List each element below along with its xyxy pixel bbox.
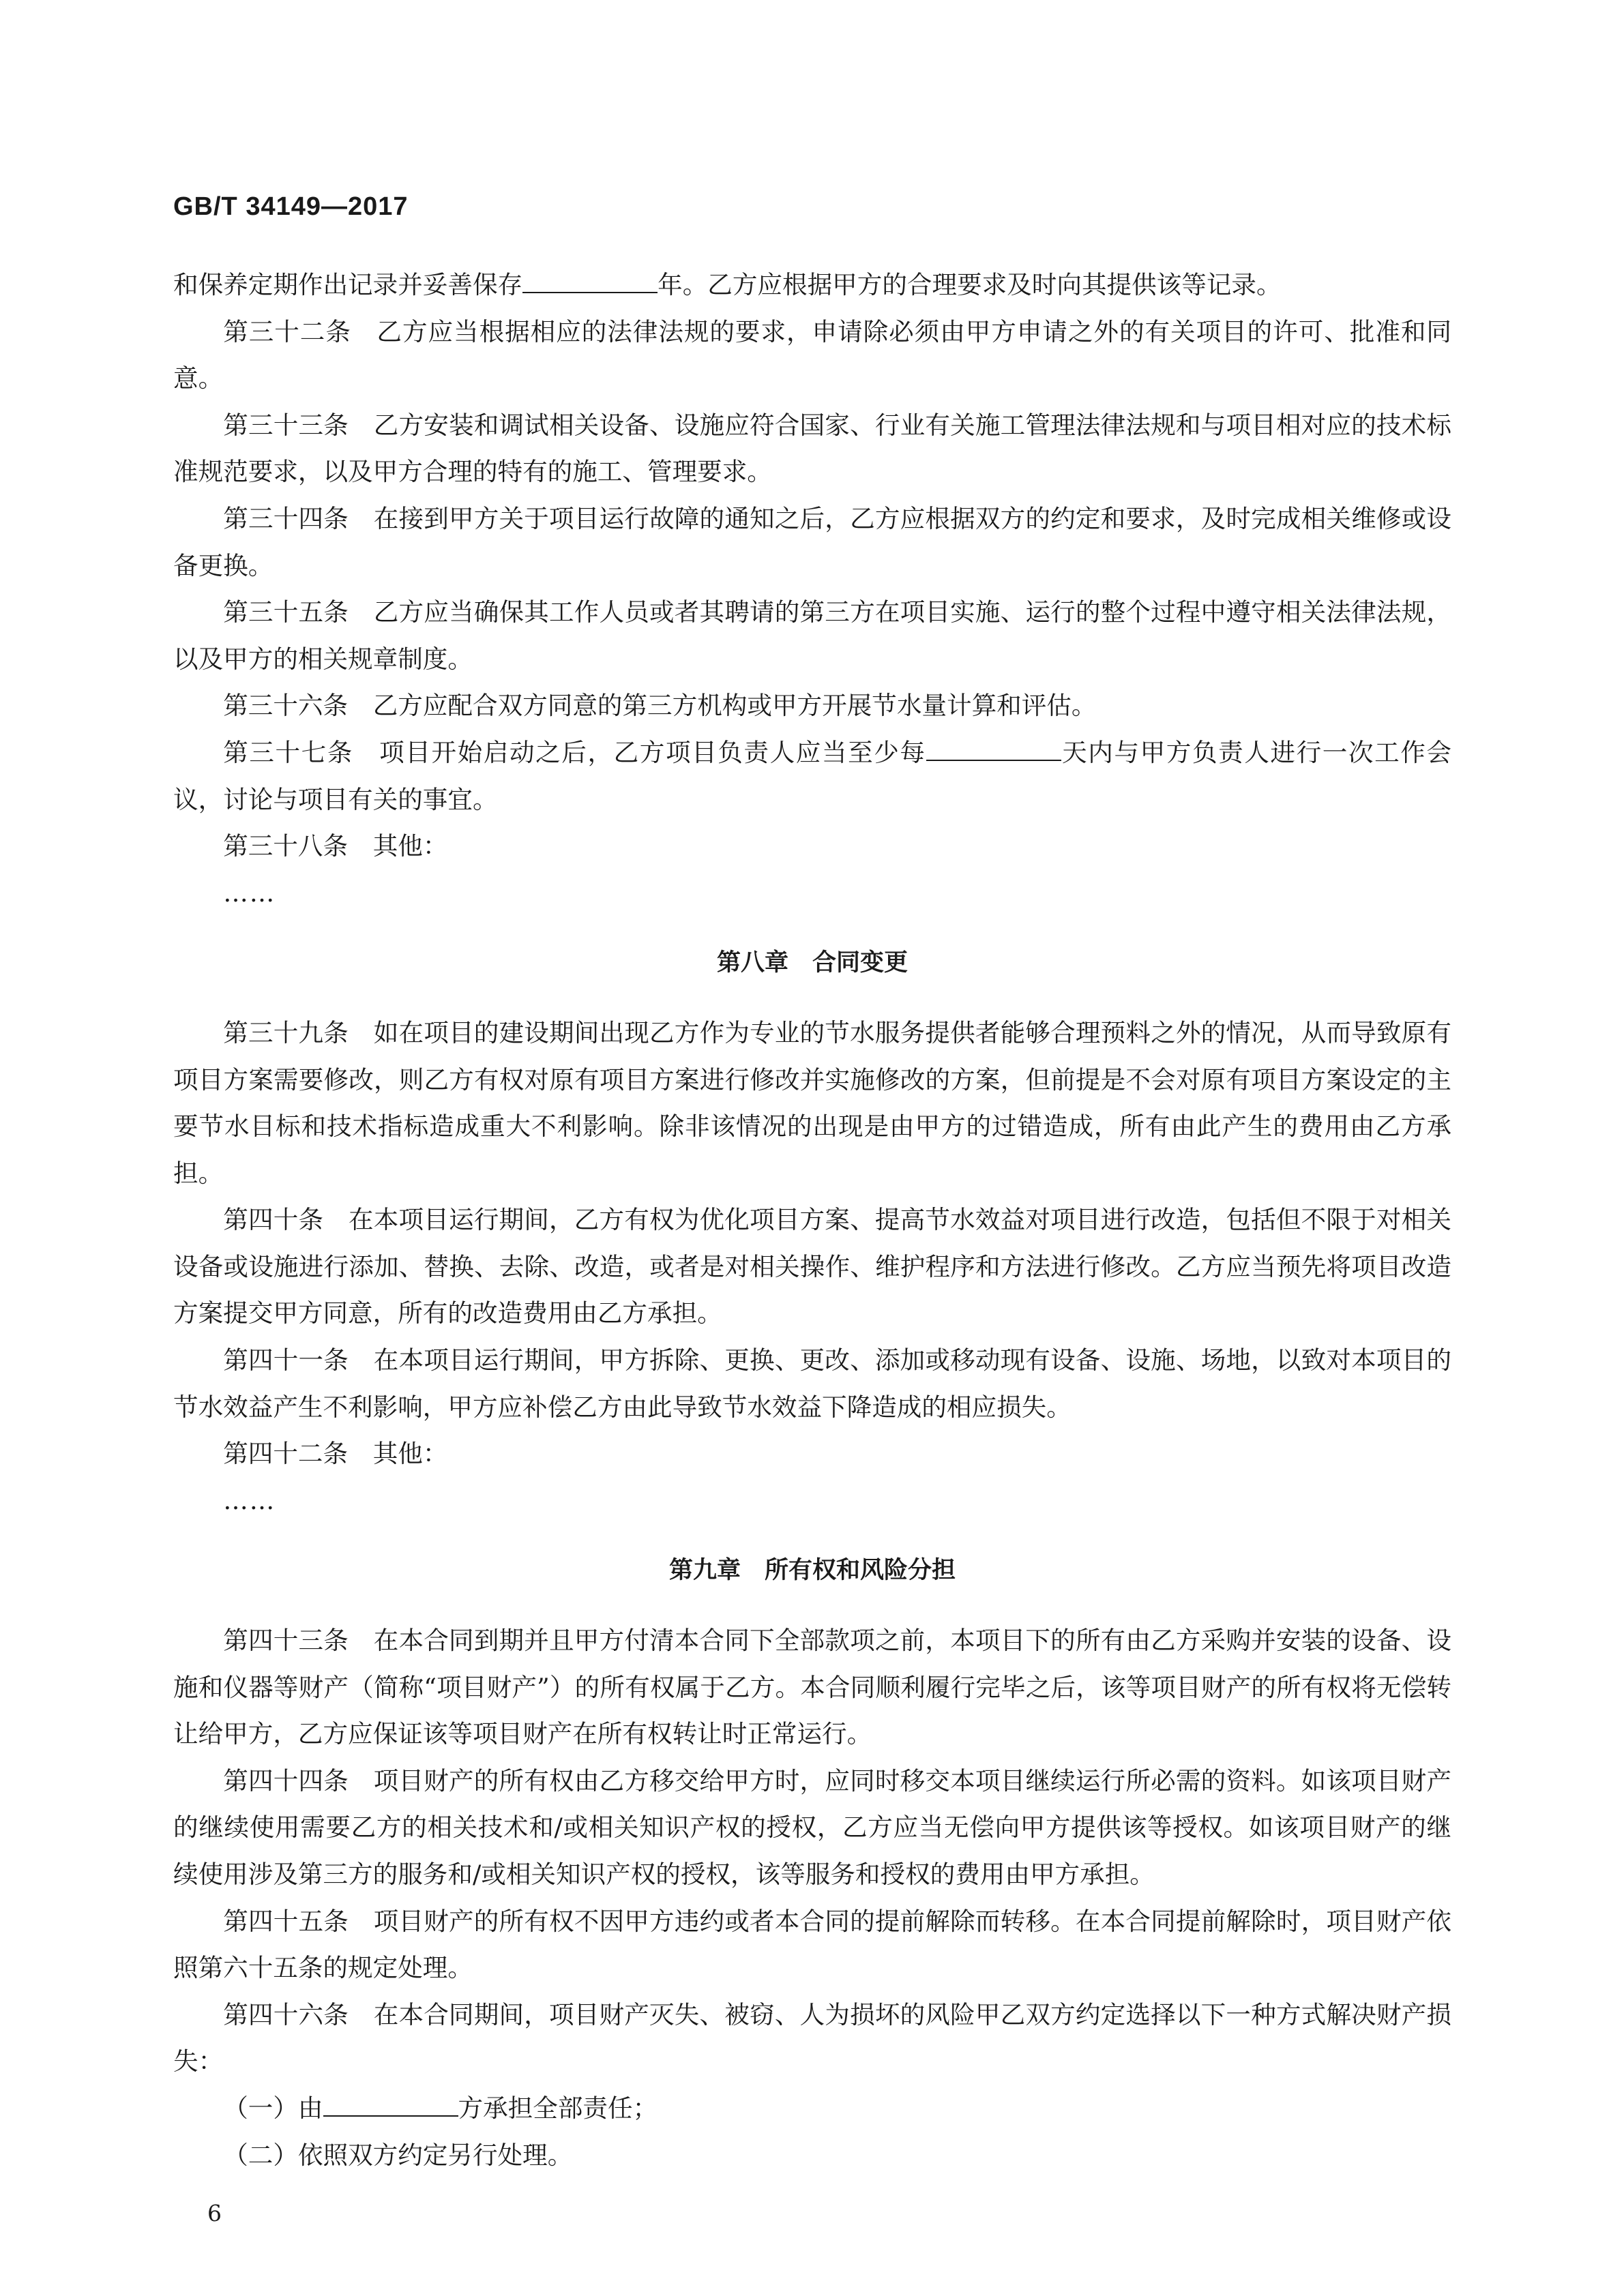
article-38 <box>173 823 1451 870</box>
article-text: 如在项目的建设期间出现乙方作为专业的节水服务提供者能够合理预料之外的情况，从而导致原有项目方案需要修改，则乙方有权对原有项目方案进行修改并实施修改的方案，但前提是不会对原有项目方案设定的主要节水目标和技术指标造成重大不利影响。除非该情况的出现是由甲方的过错造成，所有由此产生的费用由乙方承担。 <box>173 1017 1451 1188</box>
ellipsis: …… <box>223 878 276 908</box>
article-number: 第四十四条 <box>223 1765 349 1795</box>
fill-in-blank <box>522 268 658 293</box>
option-1 <box>173 2085 1451 2132</box>
fill-in-blank <box>323 2091 458 2117</box>
article-number: 第三十四条 <box>223 503 349 533</box>
chapter-title: 合同变更 <box>812 949 909 977</box>
article-35 <box>173 589 1451 683</box>
article-41 <box>173 1337 1451 1431</box>
chapter-9-heading <box>173 1547 1451 1594</box>
article-43 <box>173 1617 1451 1758</box>
option-text: 方承担全部责任； <box>458 2093 658 2123</box>
article-number: 第四十三条 <box>223 1626 349 1656</box>
text-segment: 和保养定期作出记录并妥善保存 <box>173 270 523 299</box>
article-text: 项目财产的所有权由乙方移交给甲方时，应同时移交本项目继续运行所必需的资料。如该项目财产的继续使用需要乙方的相关技术和/或相关知识产权的授权，乙方应当无偿向甲方提供该等授权。如该项目财产的继续使用涉及第三方的服务和/或相关知识产权的授权，该等服务和授权的费用由甲方承担。 <box>173 1765 1451 1889</box>
article-number: 第三十八条 <box>223 831 349 861</box>
article-text: 在本合同期间，项目财产灭失、被窃、人为损坏的风险甲乙双方约定选择以下一种方式解决财产损失： <box>173 1999 1451 2076</box>
article-number: 第三十三条 <box>223 410 349 440</box>
chapter-number: 第九章 <box>668 1557 741 1585</box>
article-number: 第三十九条 <box>223 1017 349 1047</box>
article-number: 第三十五条 <box>223 597 349 627</box>
standard-code: GB/T 34149—2017 <box>173 192 409 221</box>
article-text: 在接到甲方关于项目运行故障的通知之后，乙方应根据双方的约定和要求，及时完成相关维修或设备更换。 <box>173 503 1451 580</box>
article-33 <box>173 402 1451 496</box>
fill-in-blank <box>926 736 1061 761</box>
article-42 <box>173 1431 1451 1478</box>
article-number: 第四十一条 <box>223 1345 349 1375</box>
article-text: 天内与甲方负责人进行一次工作会议，讨论与项目有关的事宜。 <box>173 737 1451 814</box>
option-text: （一）由 <box>223 2093 323 2123</box>
article-number: 第四十条 <box>223 1205 324 1235</box>
article-number: 第四十六条 <box>223 1999 349 2029</box>
article-40 <box>173 1197 1451 1337</box>
article-text: 在本合同到期并且甲方付清本合同下全部款项之前，本项目下的所有由乙方采购并安装的设备、设施和仪器等财产（简称“项目财产”）的所有权属于乙方。本合同顺利履行完毕之后，该等项目财产的所有权将无偿转让给甲方，乙方应保证该等项目财产在所有权转让时正常运行。 <box>173 1626 1451 1749</box>
article-number: 第三十七条 <box>223 737 353 767</box>
ellipsis: …… <box>223 1485 276 1515</box>
chapter-number: 第八章 <box>716 949 788 977</box>
article-45 <box>173 1898 1451 1992</box>
article-36 <box>173 683 1451 730</box>
article-text: 乙方应当根据相应的法律法规的要求，申请除必须由甲方申请之外的有关项目的许可、批准和同意。 <box>173 316 1451 393</box>
article-44 <box>173 1758 1451 1898</box>
article-number: 第四十二条 <box>223 1439 349 1469</box>
chapter-8-heading <box>173 940 1451 987</box>
article-text: 乙方应配合双方同意的第三方机构或甲方开展节水量计算和评估。 <box>372 691 1097 721</box>
article-text: 项目开始启动之后，乙方项目负责人应当至少每 <box>378 737 926 767</box>
article-number: 第四十五条 <box>223 1906 349 1936</box>
paragraph-continuation <box>173 262 1451 309</box>
article-number: 第三十二条 <box>223 316 351 346</box>
document-body <box>173 262 1451 2179</box>
article-39 <box>173 1010 1451 1197</box>
article-text: 乙方应当确保其工作人员或者其聘请的第三方在项目实施、运行的整个过程中遵守相关法律法规，以及甲方的相关规章制度。 <box>173 597 1451 674</box>
article-text: 项目财产的所有权不因甲方违约或者本合同的提前解除而转移。在本合同提前解除时，项目财产依照第六十五条的规定处理。 <box>173 1906 1451 1983</box>
article-text: 在本项目运行期间，乙方有权为优化项目方案、提高节水效益对项目进行改造，包括但不限于对相关设备或设施进行添加、替换、去除、改造，或者是对相关操作、维护程序和方法进行修改。乙方应当预先将项目改造方案提交甲方同意，所有的改造费用由乙方承担。 <box>173 1205 1451 1328</box>
option-2: （二）依照双方约定另行处理。 <box>223 2140 573 2170</box>
article-number: 第三十六条 <box>223 691 349 721</box>
text-segment: 年。乙方应根据甲方的合理要求及时向其提供该等记录。 <box>658 270 1282 299</box>
article-37 <box>173 730 1451 823</box>
chapter-title: 所有权和风险分担 <box>765 1557 956 1585</box>
article-34 <box>173 496 1451 589</box>
article-text: 乙方安装和调试相关设备、设施应符合国家、行业有关施工管理法律法规和与项目相对应的技术标准规范要求，以及甲方合理的特有的施工、管理要求。 <box>173 410 1451 487</box>
page-number: 6 <box>207 2200 222 2226</box>
article-text: 其他： <box>372 831 448 861</box>
article-text: 其他： <box>372 1439 448 1469</box>
article-32 <box>173 309 1451 402</box>
article-46 <box>173 1992 1451 2085</box>
article-text: 在本项目运行期间，甲方拆除、更换、更改、添加或移动现有设备、设施、场地，以致对本项目的节水效益产生不利影响，甲方应补偿乙方由此导致节水效益下降造成的相应损失。 <box>173 1345 1451 1422</box>
